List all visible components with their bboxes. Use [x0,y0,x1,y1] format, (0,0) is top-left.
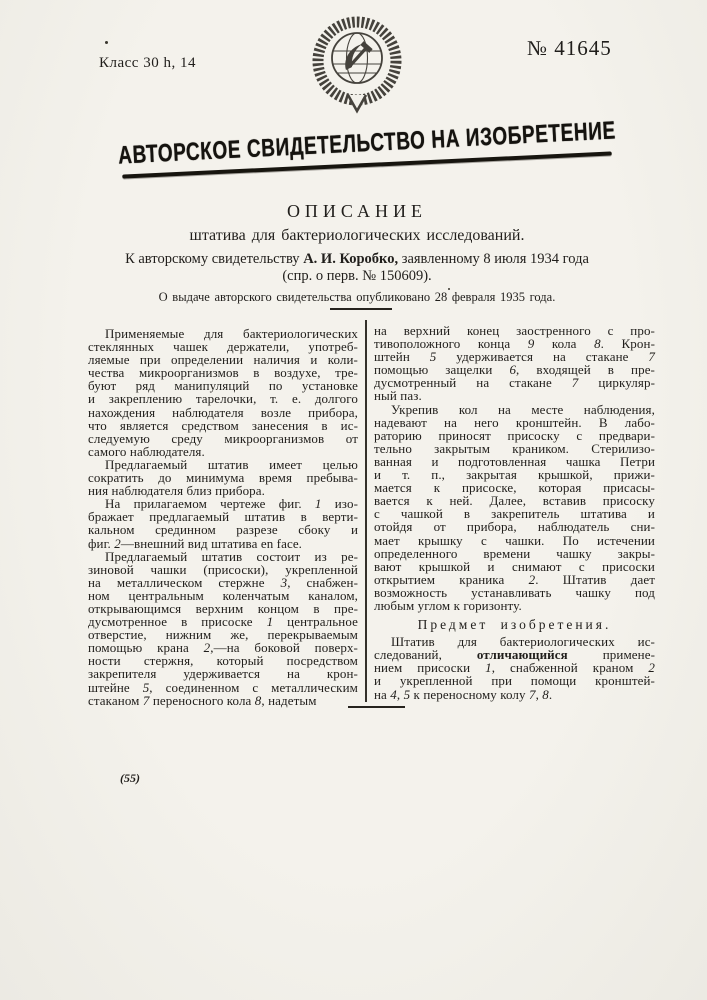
text-line: зиновой чашки (присоски), укрепленной [88,561,358,577]
left-column [88,327,358,707]
class-label: Класс 30 h, 14 [99,55,196,71]
application-reference: (спр. о перв. № 150609). [282,268,432,284]
text-line: на верхний конец заостренного с про- [374,323,655,338]
text-line: помощью защелки 6, входящей в пре- [374,362,655,378]
claims-text [374,635,655,700]
text-line: Предлагаемый штатив состоит из ре- [105,548,358,564]
text-line: мается к присоске, которая присасы- [374,480,655,496]
text-line: и т. п., закрытая крышкой, прижи- [374,467,655,483]
text-line: следуемую среду микроорганизмов от [88,430,358,446]
text-line: фиг. 2—внешний вид штатива en face. [88,535,303,551]
text-line: стаканом 7 переносного кола 8, надетым [88,692,317,708]
text-line: и закреплению тарелочки, т. е. долгого [88,391,358,407]
text-line: Предлагаемый штатив имеет целью [105,456,358,472]
text-line: помощью крана 2,—на боковой поверх- [88,640,358,656]
text-line: на 4, 5 к переносному колу 7, 8. [374,686,553,702]
text-line: надевают на него кронштейн. В лабо- [374,414,655,430]
text-line: самого наблюдателя. [88,443,205,459]
right-column [374,324,655,701]
text-line: ном центральным коленчатым каналом, [88,587,358,603]
attribution-suffix: заявленному 8 июля 1934 года [401,251,589,267]
text-line: на металлическом стержне 3, снабжен- [88,574,358,590]
text-line: отверстие, нижним же, перекрываемым [88,627,358,643]
text-line: нахождения наблюдателя возле прибора, [88,404,358,420]
text-line: возможность устанавливать чашку под [374,584,655,600]
text-line: тивоположного конца 9 кола 8. Крон- [374,336,655,352]
text-line: открывающимся верхним концом в пре- [88,600,358,616]
attribution-prefix: К авторскому свидетельству [125,251,300,267]
text-line: ности стержня, который посредством [88,653,358,669]
text-line: раторию приносят присоску с предвари- [374,427,655,443]
text-line: кальном срединном разрезе сбоку и [88,522,358,538]
text-line: с чашкой в закрепитель штатива и [374,506,655,522]
scan-speck [105,41,108,44]
text-line: Укрепив кол на месте наблюдения, [391,401,655,417]
claims-heading: Предмет изобретения. [417,617,612,633]
text-line: тельно закрытым краником. Стерилизо- [374,440,655,456]
text-line: ния наблюдателя близ прибора. [88,483,265,499]
text-line: отойдя от прибора, наблюдатель сни- [374,519,655,535]
column-divider [365,320,367,702]
end-rule [348,706,405,708]
document-type-heading: ОПИСАНИЕ [286,201,428,221]
text-line: любым углом к горизонту. [374,597,522,613]
stamp-title: АВТОРСКОЕ СВИДЕТЕЛЬСТВО НА ИЗОБРЕТЕНИЕ [117,117,617,171]
text-line: ляемые при определении наличия и коли- [88,352,358,368]
text-line: следований, отличающийся примене- [374,647,655,663]
text-line: мает крышку с чашки. По истечении [374,532,655,548]
text-line: буют ряд манипуляций по установке [88,378,358,394]
text-line: открытием краника 2. Штатив дает [374,571,655,587]
publication-note: О выдаче авторского свидетельства опубликовано 28 февраля 1935 года. [158,290,556,304]
attribution-line [57,251,657,268]
invention-subject: штатива для бактериологических исследований. [189,227,525,244]
text-line: Штатив для бактериологических ис- [391,634,655,650]
text-line: чества микроорганизмов в воздухе, тре- [88,365,358,381]
text-line: вают крышкой и снимают с присоски [374,558,655,574]
text-line: и укрепленной при помощи кронштей- [374,673,655,689]
author-name: А. И. Коробко, [303,251,399,267]
text-line: штейн 5 удерживается на стакане 7 [374,349,655,365]
text-line: ванная и подготовленная чашка Петри [374,453,655,469]
text-line: нием присоски 1, снабженной краном 2 [374,660,655,676]
sheet-mark: (55) [120,771,140,785]
text-line: штейне 5, соединенном с металлическим [88,679,358,695]
text-line: ный паз. [374,388,422,404]
separator-rule [330,308,392,310]
text-line: На прилагаемом чертеже фиг. 1 изо- [105,496,358,512]
text-line: Применяемые для бактериологических [105,326,358,341]
text-line: бражает предлагаемый штатив в верти- [88,509,358,525]
document-number: № 41645 [527,36,612,60]
text-line: дусмотренное в присоске 1 центральное [88,614,358,630]
text-line: сократить до минимума время пребыва- [88,470,358,486]
text-line: дусмотренный на стакане 7 циркуляр- [374,375,655,391]
text-line: вается к ней. Далее, вставив присоску [374,493,655,509]
text-line: закрепителя удерживается на крон- [88,666,358,682]
text-line: стеклянных чашек держатели, употреб- [88,339,358,355]
text-line: определенного времени чашку закры- [374,545,655,561]
right-column-text [374,324,655,612]
text-line: что является средством занесения в ис- [88,417,358,433]
ussr-coat-of-arms-icon [305,14,409,114]
